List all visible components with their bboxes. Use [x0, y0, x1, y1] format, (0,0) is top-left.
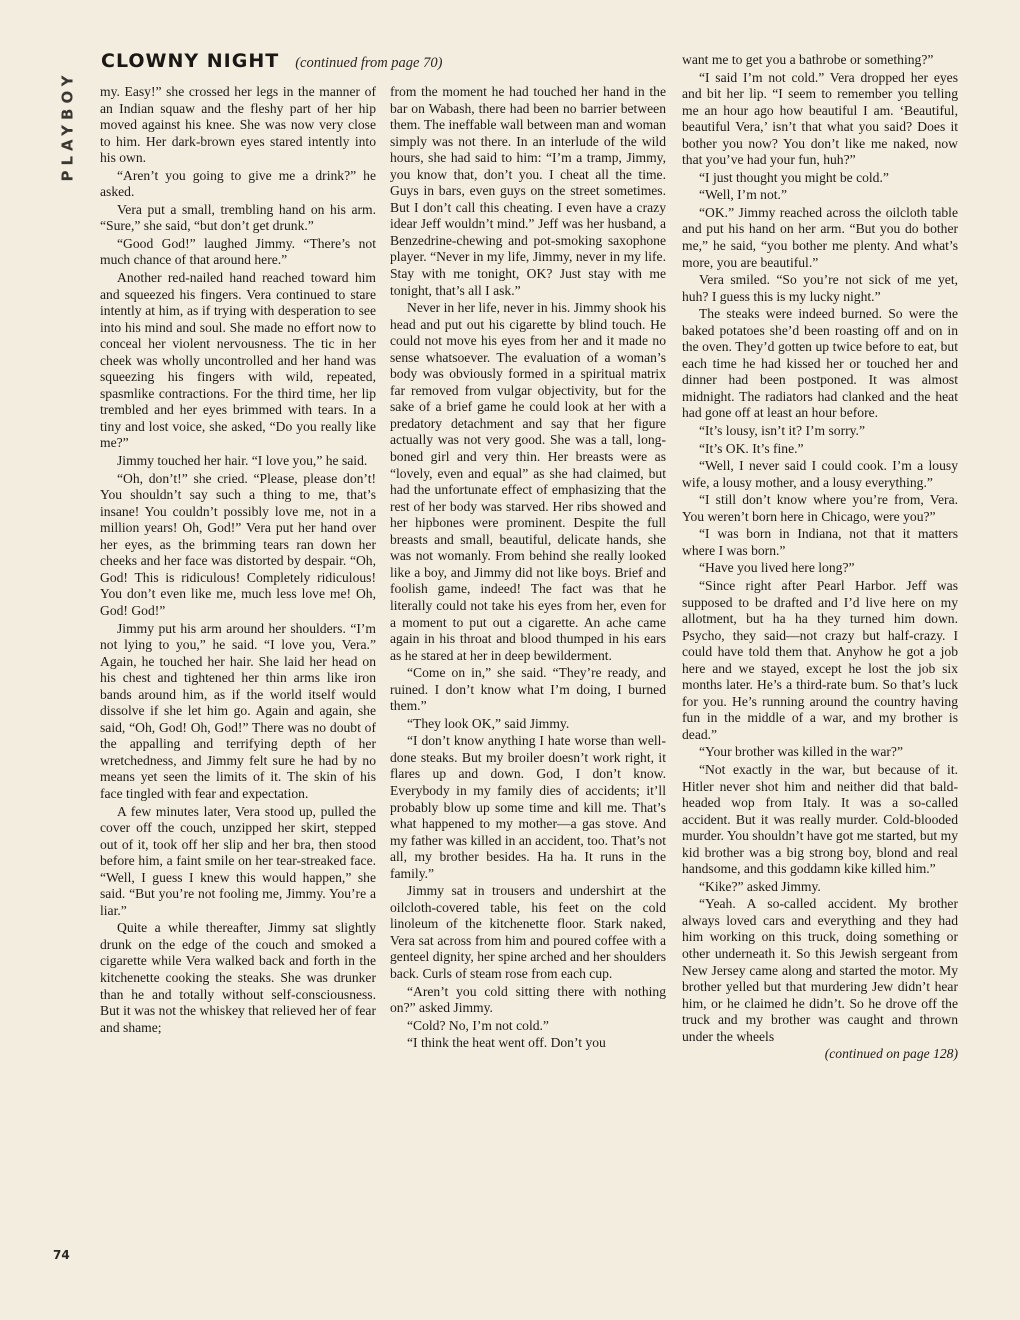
paragraph: “Well, I never said I could cook. I’m a lousy wife, a lousy mother, and a lousy everything.”: [682, 458, 958, 490]
continued-from-note: (continued from page 70): [295, 55, 443, 71]
spine-text: PLAYBOY: [59, 69, 78, 182]
paragraph: “They look OK,” said Jimmy.: [407, 715, 570, 731]
paragraph: Jimmy touched her hair. “I love you,” he said.: [117, 453, 368, 469]
paragraph: “I don’t know anything I hate worse than well-done steaks. But my broiler doesn’t work right, it flares up and down. God, I don’t know. Everybody in my family dies of accidents; it’ll probably blow up some time and kill me. That’s what happened to my mother—a gas stove. And my father was killed in an accident, too. That’s not all, my brother besides. Ha ha. It runs in the family.”: [390, 733, 666, 881]
story-heading: [101, 50, 661, 76]
text-column-1: [100, 84, 376, 1037]
continued-on-note: (continued on page 128): [824, 1046, 958, 1062]
paragraph: “I was born in Indiana, not that it matters where I was born.”: [682, 526, 958, 558]
paragraph: Another red-nailed hand reached toward him and squeezed his fingers. Vera continued to stare intently at him, as if trying with desperation to see into his mind and soul. She made no effort now to conceal her violent nervousness. The tic in her cheek was wholly uncontrolled and her hand was squeezing his fingers with wild, repeated, spasmlike contractions. For the third time, her lip trembled and her eyes brimmed with tears. In a tiny and lost voice, she asked, “Do you really like me?”: [100, 270, 376, 451]
paragraph: “It’s OK. It’s fine.”: [699, 440, 804, 456]
paragraph: “I think the heat went off. Don’t you: [407, 1035, 606, 1051]
paragraph: “Kike?” asked Jimmy.: [699, 878, 821, 894]
paragraph: “Aren’t you going to give me a drink?” he asked.: [100, 167, 376, 200]
magazine-spine-logo: [57, 48, 79, 203]
paragraph: “OK.” Jimmy reached across the oilcloth table and put his hand on her arm. “But you do bother me,” he said, “you bother me plenty. And what’s more, you are beautiful.”: [682, 204, 958, 270]
paragraph: from the moment he had touched her hand in the bar on Wabash, there had been no barrier between them. The ineffable wall between man and woman simply was not there. In an interlude of the wild hours, she had said to him: “I’m a tramp, Jimmy, you know that, don’t you. I cheat all the time. Guys in bars, even guys on the street sometimes. But I don’t call this cheating. I even have a crazy idear Jeff wouldn’t mind.” Jeff was her husband, a Benzedrine-chewing and pot-smoking saxophone player. “Never in my life, Jimmy, never in my life. Stay with me tonight, OK? Just stay with me tonight, that’s all I ask.”: [390, 84, 666, 298]
paragraph: “Since right after Pearl Harbor. Jeff was supposed to be drafted and I’d live here on my allotment, but ha ha they turned him down. Psycho, they said—not crazy but half-crazy. I could have told them that. Anyhow he got a job here and we stayed, except he lost the job six months later. He’s a third-rate bum. So that’s luck for you. He’s running around the country having fun in the middle of a war, and my brother is dead.”: [682, 577, 958, 742]
paragraph: Vera put a small, trembling hand on his arm. “Sure,” she said, “but don’t get drunk.”: [100, 201, 376, 234]
text-column-2: [390, 84, 666, 1053]
paragraph: “I said I’m not cold.” Vera dropped her eyes and bit her lip. “I seem to remember you telling me an hour ago how beautiful I am. ‘Beautiful, beautiful Vera,’ isn’t that what you said? Does it bother you now? You don’t like me naked, now that you’ve had your fun, huh?”: [682, 69, 958, 168]
page-number: 74: [53, 1248, 70, 1262]
paragraph: “I still don’t know where you’re from, Vera. You weren’t born here in Chicago, were you?”: [682, 492, 958, 524]
text-column-3: [682, 52, 958, 1064]
paragraph: Never in her life, never in his. Jimmy shook his head and put out his cigarette by blind touch. He could not move his eyes from her and it made no sense whatsoever. The evaluation of a woman’s body was obviously formed in a spiritual matrix far removed from vulgar objectivity, but for the sake of a brief game he could look at her with a predatory detachment and say that her figure actually was not very good. She was a tall, long-boned girl and very thin. Her breasts were as “lovely, even and equal” as she had claimed, but had the unfortunate effect of emphasizing that the rest of her body was starved. Her ribs showed and her hipbones were prominent. Despite the full breasts and small, beautiful, delicate hands, she was not womanly. From behind she really looked like a boy, and Jimmy did not like boys. Brief and foolish game, indeed! The fact was that he literally could not take his eyes from her, even for a moment to put out a cigarette. An ache came again in his throat and blood thumped in his ears as he stared at her in deep bewilderment.: [390, 300, 666, 663]
story-title: CLOWNY NIGHT: [101, 50, 280, 72]
paragraph: Quite a while thereafter, Jimmy sat slightly drunk on the edge of the couch and smoked a cigarette while Vera walked back and forth in the kitchenette cooking the steaks. She was drunker than he and totally without self-consciousness. But it was not the whiskey that relieved her of fear and shame;: [100, 920, 376, 1035]
paragraph: “Not exactly in the war, but because of it. Hitler never shot him and neither did that bald-headed wop from Italy. It was a so-called accident. But it was really murder. Cold-blooded murder. You shouldn’t have got me started, but my kid brother was a big strong boy, blond and real handsome, and this goddamn kike killed him.”: [682, 761, 958, 877]
paragraph: “I just thought you might be cold.”: [699, 169, 889, 185]
paragraph: Jimmy put his arm around her shoulders. “I’m not lying to you,” he said. “I love you, Vera.” Again, he touched her hair. She laid her head on his chest and tightened her thin arms like iron bands around him, as if the world itself would dissolve if she let him go. Again and again, she said, “Oh, God! Oh, God!” There was no doubt of the appalling and terrifying depth of her wretchedness, and Jimmy felt sure he had by no means yet seen the limits of it. The skin of his face tingled with fear and expectation.: [100, 620, 376, 801]
paragraph: “Aren’t you cold sitting there with nothing on?” asked Jimmy.: [390, 983, 666, 1016]
paragraph: Vera smiled. “So you’re not sick of me yet, huh? I guess this is my lucky night.”: [682, 272, 958, 304]
paragraph: my. Easy!” she crossed her legs in the manner of an Indian squaw and the fleshy part of her hip moved against his knee. She was now very close to him. Her dark-brown eyes stared intently into his own.: [100, 84, 376, 166]
paragraph: “Cold? No, I’m not cold.”: [407, 1017, 549, 1033]
paragraph: “Oh, don’t!” she cried. “Please, please don’t! You shouldn’t say such a thing to me, that’s insane! You couldn’t possibly love me, not in a million years! Oh, God!” Vera put her hand over her eyes, as the brimming tears ran down her cheeks and her face was distorted by despair. “Oh, God! This is ridiculous! Completely ridiculous! You don’t even like me, much less love me! Oh, God! God!”: [100, 470, 376, 618]
paragraph: “Have you lived here long?”: [699, 560, 855, 576]
paragraph: The steaks were indeed burned. So were the baked potatoes she’d been roasting off and on in the oven. They’d gotten up twice before to eat, but each time he had kissed her or touched her and dinner had been postponed. It was almost midnight. The radiators had clanked and the heat had gone off at least an hour before.: [682, 306, 958, 421]
paragraph: “Well, I’m not.”: [699, 187, 787, 203]
paragraph: A few minutes later, Vera stood up, pulled the cover off the couch, unzipped her skirt, stepped out of it, took off her slip and her bra, then stood before him, a faint smile on her tear-streaked face. “Well, I guess I knew this would happen,” she said. “But you’re not fooling me, Jimmy. You’re a liar.”: [100, 803, 376, 918]
paragraph: “Yeah. A so-called accident. My brother always loved cars and everything and they had him working on this truck, doing something or other underneath it. So this Jewish sergeant from New Jersey came along and started the motor. My brother yelled but that murdering Jew didn’t hear him, or he claimed he didn’t. So he drove off the truck and my brother was caught and thrown under the wheels: [682, 896, 958, 1044]
paragraph: want me to get you a bathrobe or something?”: [682, 52, 934, 67]
paragraph: “Come on in,” she said. “They’re ready, and ruined. I don’t know what I’m doing, I burned them.”: [390, 665, 666, 714]
paragraph: “It’s lousy, isn’t it? I’m sorry.”: [699, 423, 865, 439]
paragraph: “Good God!” laughed Jimmy. “There’s not much chance of that around here.”: [100, 235, 376, 268]
paragraph: “Your brother was killed in the war?”: [699, 744, 903, 760]
paragraph: Jimmy sat in trousers and undershirt at the oilcloth-covered table, his feet on the cold linoleum of the kitchenette floor. Stark naked, Vera sat across from him and poured coffee with a genteel dignity, her spine arched and her shoulders back. Curls of steam rose from each cup.: [390, 883, 666, 981]
